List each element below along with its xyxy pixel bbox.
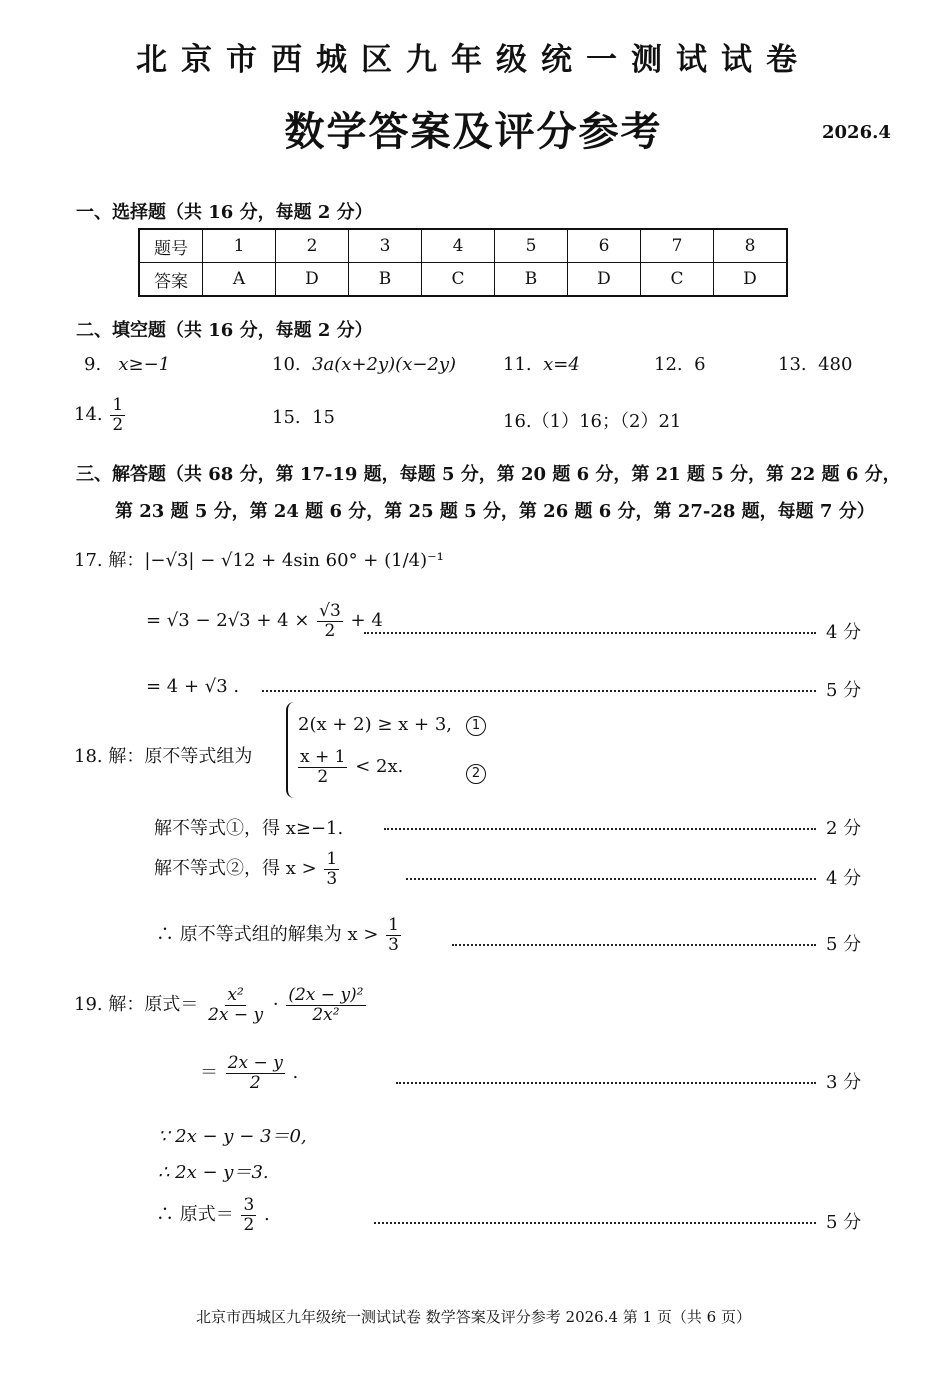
question-number-row bbox=[139, 229, 787, 263]
table-cell: 3 bbox=[349, 229, 422, 263]
q17-step1: = √3 − 2√3 + 4 × $\frac{√3}{2}$ + 4 bbox=[146, 601, 383, 641]
table-cell: D bbox=[568, 263, 641, 297]
fill-answer-16: 16.（1）16；（2）21 bbox=[503, 411, 682, 432]
q19-therefore-line: ∴ 2x − y＝3. bbox=[158, 1162, 269, 1183]
table-cell: 5 bbox=[495, 229, 568, 263]
q18-line3: ∴ 原不等式组的解集为 x > $\frac{1}{3}$ bbox=[156, 915, 399, 955]
fill-answer-9: 9. x≥−1 bbox=[84, 354, 171, 375]
q18-line2: 解不等式②，得 x > $\frac{1}{3}$ bbox=[154, 849, 338, 889]
table-cell: C bbox=[422, 263, 495, 297]
table-cell: B bbox=[495, 263, 568, 297]
table-cell: 7 bbox=[641, 229, 714, 263]
table-cell: 4 bbox=[422, 229, 495, 263]
table-row-label: 答案 bbox=[139, 263, 203, 297]
fill-answer-10: 10. 3a(x+2y)(x−2y) bbox=[272, 354, 457, 375]
q17-problem: 17. 解：|−√3| − √12 + 4sin 60° + (1/4)⁻¹ bbox=[74, 550, 444, 571]
table-cell: A bbox=[203, 263, 276, 297]
circled-one-marker: 1 bbox=[466, 714, 486, 736]
exam-date: 2026.4 bbox=[822, 122, 891, 143]
dot-leader bbox=[364, 632, 816, 634]
section3-heading-cont: 第 23 题 5 分，第 24 题 6 分，第 25 题 5 分，第 26 题 6 分，第 27-28 题，每题 7 分） bbox=[115, 501, 875, 522]
q19-step1-score: 3 分 bbox=[826, 1072, 862, 1093]
table-cell: D bbox=[714, 263, 788, 297]
page-footer: 北京市西城区九年级统一测试试卷 数学答案及评分参考 2026.4 第 1 页（共 6 页） bbox=[196, 1308, 751, 1326]
table-cell: C bbox=[641, 263, 714, 297]
table-cell: 1 bbox=[203, 229, 276, 263]
section1-heading: 一、选择题（共 16 分，每题 2 分） bbox=[76, 202, 373, 223]
q17-step1-score: 4 分 bbox=[826, 622, 862, 643]
table-cell: 2 bbox=[276, 229, 349, 263]
circled-two-marker: 2 bbox=[466, 762, 486, 784]
dot-leader bbox=[384, 828, 816, 830]
q18-inequality-1: 2(x + 2) ≥ x + 3, bbox=[298, 714, 453, 735]
dot-leader bbox=[406, 878, 816, 880]
q18-line3-score: 5 分 bbox=[826, 934, 862, 955]
answer-row bbox=[139, 263, 787, 297]
dot-leader bbox=[262, 690, 816, 692]
q19-step1: ＝ $\frac{2x - y}{2}$ . bbox=[200, 1053, 299, 1093]
table-cell: 8 bbox=[714, 229, 788, 263]
fill-answer-14: 14. $\frac{1}{2}$ bbox=[74, 395, 124, 435]
dot-leader bbox=[396, 1082, 816, 1084]
q19-final: ∴ 原式＝ $\frac{3}{2}$ . bbox=[156, 1195, 270, 1235]
section2-heading: 二、填空题（共 16 分，每题 2 分） bbox=[76, 320, 373, 341]
table-row-label: 题号 bbox=[139, 229, 203, 263]
q19-final-score: 5 分 bbox=[826, 1212, 862, 1233]
table-cell: D bbox=[276, 263, 349, 297]
fill-answer-15: 15. 15 bbox=[272, 407, 335, 428]
fill-answer-13: 13. 480 bbox=[778, 354, 853, 375]
q18-inequality-2: $\frac{x + 1}{2}$ < 2x. bbox=[300, 747, 404, 787]
q18-line1-score: 2 分 bbox=[826, 818, 862, 839]
fill-answer-12: 12. 6 bbox=[654, 354, 706, 375]
multiple-choice-answer-table bbox=[138, 228, 788, 297]
section3-heading: 三、解答题（共 68 分，第 17-19 题，每题 5 分，第 20 题 6 分，第 21 题 5 分，第 22 题 6 分， bbox=[76, 464, 901, 485]
q18-line2-score: 4 分 bbox=[826, 868, 862, 889]
dot-leader bbox=[374, 1222, 816, 1224]
table-cell: B bbox=[349, 263, 422, 297]
q17-step2: = 4 + √3 . bbox=[146, 676, 240, 697]
answer-key-title: 数学答案及评分参考 bbox=[284, 108, 663, 155]
q19-problem: 19. 解：原式＝ $\frac{\text{x²}}{2x - y}$ · $\frac{\text{(2x − y)²}}{\text{2x²}}$ bbox=[74, 985, 364, 1025]
dot-leader bbox=[452, 944, 816, 946]
fill-answer-11: 11. x=4 bbox=[503, 354, 580, 375]
table-cell: 6 bbox=[568, 229, 641, 263]
q18-problem: 18. 解：原不等式组为 bbox=[74, 746, 253, 767]
q18-line1: 解不等式①，得 x≥−1. bbox=[154, 818, 344, 839]
exam-title: 北京市西城区九年级统一测试试卷 bbox=[136, 42, 811, 78]
q17-step2-score: 5 分 bbox=[826, 680, 862, 701]
q19-since-line: ∵ 2x − y − 3＝0, bbox=[158, 1126, 307, 1147]
